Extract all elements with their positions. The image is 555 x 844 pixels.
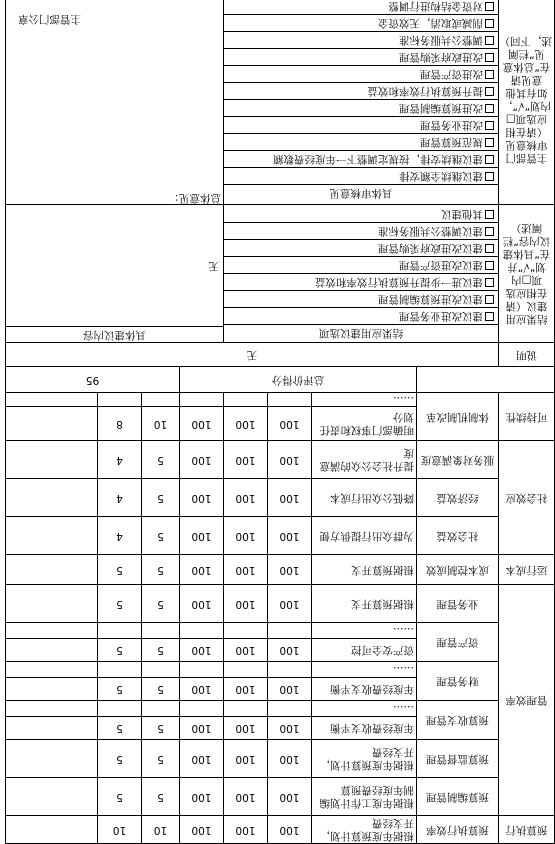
full-score: 100 xyxy=(268,740,312,778)
blank-cell xyxy=(6,441,98,479)
level1-indicator: 可持续性 xyxy=(499,393,555,441)
weight: 5 xyxy=(142,717,180,740)
weight: 5 xyxy=(142,517,180,555)
checkbox-option[interactable]: 改进资产管理 xyxy=(224,66,498,83)
weight: 5 xyxy=(142,778,180,816)
blank-cell xyxy=(6,393,98,407)
full-score: 100 xyxy=(268,555,312,585)
checkbox-icon[interactable] xyxy=(485,104,494,113)
full-score: 100 xyxy=(268,678,312,701)
checkbox-option[interactable]: 对资金结构进行调整 xyxy=(224,0,498,15)
target-value: 100 xyxy=(224,740,268,778)
blank-cell xyxy=(6,662,98,678)
results-row xyxy=(6,205,555,343)
level3-indicator: …… xyxy=(312,393,417,407)
score: 4 xyxy=(98,441,142,479)
table-row xyxy=(6,740,555,778)
checkbox-option[interactable]: 建议改进资产管理 xyxy=(224,257,498,274)
total-label: 总评价得分 xyxy=(180,367,417,393)
level2-indicator: 预算监督管理 xyxy=(417,740,499,778)
checkbox-option[interactable]: 建议继续安排，按规定调整下一年度经费数额 xyxy=(224,151,498,168)
review-label: 主管部门审核意见（请在相应选项□内划“√”，如有其他意见请在“总体意见”栏阐述，下同） xyxy=(499,0,555,205)
actual-value xyxy=(180,662,224,678)
review-overall xyxy=(6,0,224,205)
checkbox-icon[interactable] xyxy=(485,138,494,147)
level3-indicator: 资产安全可控 xyxy=(312,639,417,662)
blank-cell xyxy=(6,517,98,555)
actual-value: 100 xyxy=(180,479,224,517)
blank-cell xyxy=(6,678,98,701)
actual-value: 100 xyxy=(180,517,224,555)
actual-value: 100 xyxy=(180,778,224,816)
checkbox-option[interactable]: 建议改进政府采购管理 xyxy=(224,240,498,257)
checkbox-icon[interactable] xyxy=(485,53,494,62)
level2-indicator: 体制机制改革 xyxy=(417,393,499,441)
checkbox-option[interactable]: 建议调整公共服务标准 xyxy=(224,223,498,240)
level3-indicator: 根据年度工作计划编制年度经费预算 xyxy=(312,778,417,816)
full-score xyxy=(268,662,312,678)
score: 5 xyxy=(98,740,142,778)
seal-label: 主管部门公章 xyxy=(18,13,81,25)
table-row xyxy=(6,639,555,662)
target-value: 100 xyxy=(224,479,268,517)
column-header: 具体建议内容 xyxy=(6,326,223,342)
score: 5 xyxy=(98,585,142,623)
table-row xyxy=(6,816,555,844)
full-score: 100 xyxy=(268,778,312,816)
actual-value: 100 xyxy=(180,639,224,662)
note-label: 说明 xyxy=(499,343,555,367)
score: 5 xyxy=(98,778,142,816)
level1-indicator: 预算执行 xyxy=(499,816,555,844)
checkbox-icon[interactable] xyxy=(485,172,494,181)
blank-cell xyxy=(6,555,98,585)
target-value: 100 xyxy=(224,717,268,740)
table-row xyxy=(6,678,555,701)
table-row xyxy=(6,717,555,740)
table-row xyxy=(6,517,555,555)
score: 8 xyxy=(98,407,142,441)
actual-value xyxy=(180,701,224,717)
target-value: 100 xyxy=(224,678,268,701)
full-score xyxy=(268,623,312,639)
score: 4 xyxy=(98,517,142,555)
full-score xyxy=(268,393,312,407)
level3-indicator: …… xyxy=(312,623,417,639)
checkbox-icon[interactable] xyxy=(485,70,494,79)
table-row xyxy=(6,585,555,623)
checkbox-icon[interactable] xyxy=(485,155,494,164)
full-score: 100 xyxy=(268,407,312,441)
level2-indicator: 社会效益 xyxy=(417,517,499,555)
level3-indicator: 根据年度预算计划，开支经费 xyxy=(312,816,417,844)
target-value: 100 xyxy=(224,639,268,662)
checkbox-option[interactable]: 建议继续全额安排 xyxy=(224,168,498,185)
level1-indicator: 管理效率 xyxy=(499,585,555,816)
actual-value: 100 xyxy=(180,816,224,844)
actual-value: 100 xyxy=(180,441,224,479)
level2-indicator: 经济效益 xyxy=(417,479,499,517)
level3-indicator: …… xyxy=(312,662,417,678)
target-value: 100 xyxy=(224,517,268,555)
score xyxy=(98,701,142,717)
checkbox-option[interactable]: 建议进一步提升预算执行效率和效益 xyxy=(224,274,498,291)
score: 5 xyxy=(98,555,142,585)
checkbox-option[interactable]: 提升预算执行效率和效益 xyxy=(224,83,498,100)
blank-cell xyxy=(6,623,98,639)
level3-indicator: 根据预算开支 xyxy=(312,555,417,585)
table-row xyxy=(6,479,555,517)
weight xyxy=(142,393,180,407)
weight: 5 xyxy=(142,555,180,585)
blank-cell xyxy=(6,479,98,517)
full-score: 100 xyxy=(268,441,312,479)
level3-indicator: 年度经费收支平衡 xyxy=(312,717,417,740)
checkbox-option[interactable]: 改进业务管理 xyxy=(224,117,498,134)
checkbox-icon[interactable] xyxy=(485,87,494,96)
checkbox-icon[interactable] xyxy=(485,227,494,236)
evaluation-table xyxy=(5,0,555,844)
target-value xyxy=(224,662,268,678)
weight: 5 xyxy=(142,678,180,701)
target-value: 100 xyxy=(224,407,268,441)
level2-indicator: 资产管理 xyxy=(417,623,499,662)
target-value xyxy=(224,623,268,639)
weight: 5 xyxy=(142,585,180,623)
checkbox-option[interactable]: 调整公共服务标准 xyxy=(224,32,498,49)
column-header: 结果应用建议选项 xyxy=(224,325,498,341)
checkbox-option[interactable]: 其他建议 xyxy=(224,207,498,223)
actual-value: 100 xyxy=(180,740,224,778)
checkbox-option[interactable]: 建议改进业务管理 xyxy=(224,308,498,325)
results-label: 结果应用建议（请在相应选项□内划“√”并在“具体建议内容”栏阐述） xyxy=(499,205,555,343)
weight xyxy=(142,662,180,678)
note-row xyxy=(6,343,555,367)
level3-indicator: 降低公众出行成本 xyxy=(312,479,417,517)
score: 4 xyxy=(98,479,142,517)
blank-cell xyxy=(6,585,98,623)
full-score: 100 xyxy=(268,639,312,662)
target-value xyxy=(224,393,268,407)
target-value: 100 xyxy=(224,585,268,623)
level2-indicator: 财务管理 xyxy=(417,662,499,701)
full-score: 100 xyxy=(268,479,312,517)
blank-cell xyxy=(6,740,98,778)
checkbox-icon[interactable] xyxy=(485,121,494,130)
full-score: 100 xyxy=(268,517,312,555)
level3-indicator: 根据预算开支 xyxy=(312,585,417,623)
full-score: 100 xyxy=(268,816,312,844)
table-row xyxy=(6,555,555,585)
level2-indicator: 预算收支管理 xyxy=(417,701,499,740)
level2-indicator: 业务管理 xyxy=(417,585,499,623)
blank-cell xyxy=(6,778,98,816)
blank-cell xyxy=(417,367,555,393)
weight: 5 xyxy=(142,441,180,479)
checkbox-option[interactable]: 削减或取消，无效资金 xyxy=(224,15,498,32)
score xyxy=(98,662,142,678)
checkbox-icon[interactable] xyxy=(485,210,494,219)
full-score xyxy=(268,701,312,717)
level1-indicator: 运行成本 xyxy=(499,555,555,585)
checkbox-option[interactable]: 改进预算编制管理 xyxy=(224,100,498,117)
score: 10 xyxy=(98,816,142,844)
checkbox-icon[interactable] xyxy=(485,2,494,11)
actual-value xyxy=(180,623,224,639)
level3-indicator: 为群众出行提供方便 xyxy=(312,517,417,555)
checkbox-icon[interactable] xyxy=(485,278,494,287)
target-value: 100 xyxy=(224,441,268,479)
weight: 10 xyxy=(142,816,180,844)
weight xyxy=(142,701,180,717)
actual-value xyxy=(180,393,224,407)
actual-value: 100 xyxy=(180,585,224,623)
results-content-value: 无 xyxy=(208,260,219,272)
blank-cell xyxy=(6,407,98,441)
score: 5 xyxy=(98,639,142,662)
review-row xyxy=(6,0,555,205)
actual-value: 100 xyxy=(180,678,224,701)
level1-indicator: 社会效应 xyxy=(499,441,555,555)
actual-value: 100 xyxy=(180,717,224,740)
weight xyxy=(142,623,180,639)
actual-value: 100 xyxy=(180,555,224,585)
checkbox-icon[interactable] xyxy=(485,312,494,321)
weight: 5 xyxy=(142,639,180,662)
level3-indicator: …… xyxy=(312,701,417,717)
score xyxy=(98,393,142,407)
target-value: 100 xyxy=(224,816,268,844)
checkbox-option[interactable]: 规范预算管理 xyxy=(224,134,498,151)
full-score: 100 xyxy=(268,717,312,740)
column-header: 具体审核意见 xyxy=(224,185,498,201)
checkbox-icon[interactable] xyxy=(485,36,494,45)
level3-indicator: 年度经费收支平衡 xyxy=(312,678,417,701)
blank-cell xyxy=(6,701,98,717)
blank-cell xyxy=(6,717,98,740)
score: 5 xyxy=(98,717,142,740)
level2-indicator: 成本控制成效 xyxy=(417,555,499,585)
review-options xyxy=(224,0,499,205)
full-score: 100 xyxy=(268,585,312,623)
target-value xyxy=(224,701,268,717)
weight: 10 xyxy=(142,407,180,441)
level2-indicator: 服务对象满意度 xyxy=(417,441,499,479)
checkbox-icon[interactable] xyxy=(485,261,494,270)
level3-indicator: 明确部门事权和责任划分 xyxy=(312,407,417,441)
target-value: 100 xyxy=(224,778,268,816)
weight: 5 xyxy=(142,740,180,778)
score: 5 xyxy=(98,678,142,701)
table-row xyxy=(6,441,555,479)
checkbox-icon[interactable] xyxy=(485,295,494,304)
score xyxy=(98,623,142,639)
checkbox-icon[interactable] xyxy=(485,19,494,28)
weight: 5 xyxy=(142,479,180,517)
results-options xyxy=(224,205,499,343)
total-score: 95 xyxy=(6,367,180,393)
note-value: 无 xyxy=(6,343,499,367)
level3-indicator: 提升社会公众的满意度 xyxy=(312,441,417,479)
checkbox-option[interactable]: 建议改进预算编制管理 xyxy=(224,291,498,308)
table-row xyxy=(6,778,555,816)
target-value: 100 xyxy=(224,555,268,585)
level3-indicator: 根据年度预算计划，开支经费 xyxy=(312,740,417,778)
level2-indicator: 预算编制管理 xyxy=(417,778,499,816)
checkbox-icon[interactable] xyxy=(485,244,494,253)
results-content xyxy=(6,205,224,343)
level2-indicator: 预算执行效率 xyxy=(417,816,499,844)
checkbox-option[interactable]: 改进政府采购管理 xyxy=(224,49,498,66)
blank-cell xyxy=(6,816,98,844)
overall-opinion-label: 总体意见： xyxy=(168,192,221,204)
actual-value: 100 xyxy=(180,407,224,441)
blank-cell xyxy=(6,639,98,662)
total-row xyxy=(6,367,555,393)
table-row xyxy=(6,407,555,441)
